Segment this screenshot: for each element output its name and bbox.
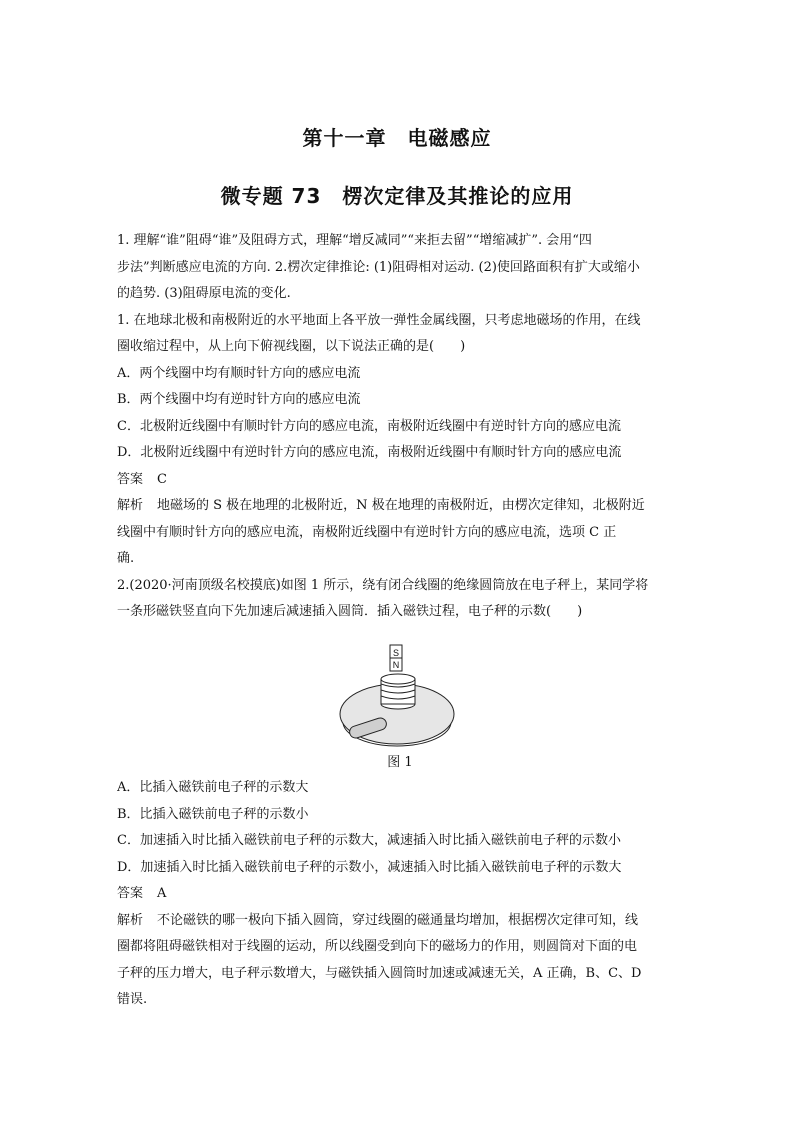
q1-analysis-line: 线圈中有顺时针方向的感应电流，南极附近线圈中有逆时针方向的感应电流，选项 C 正 [117, 524, 617, 540]
q2-option-b: B．比插入磁铁前电子秤的示数小 [117, 806, 309, 822]
q1-analysis-line [117, 493, 677, 520]
topic-title: 微专题 73 楞次定律及其推论的应用 [220, 184, 574, 208]
q1-analysis-line: 确. [117, 551, 135, 566]
intro-line: 步法”判断感应电流的方向. 2.楞次定律推论: (1)阻碍相对运动. (2)使回路面积有扩大或缩小 [117, 259, 640, 275]
q1-option-c: C．北极附近线圈中有顺时针方向的感应电流，南极附近线圈中有逆时针方向的感应电流 [117, 418, 621, 434]
magnet-scale-figure [330, 642, 465, 750]
main-content [117, 228, 677, 626]
answer-label: 答案 [117, 471, 144, 487]
q1-stem-line: 1. 在地球北极和南极附近的水平地面上各平放一弹性金属线圈，只考虑地磁场的作用，在线 [117, 312, 641, 328]
answer-label: 答案 [117, 886, 144, 901]
q2-analysis-line: 圈都将阻碍磁铁相对于线圈的运动，所以线圈受到向下的磁场力的作用，则圆筒对下面的电 [117, 939, 638, 954]
intro-line: 的趋势. (3)阻碍原电流的变化. [117, 286, 291, 301]
q2-analysis-line: 错误. [117, 992, 148, 1007]
analysis-label: 解析 [117, 498, 144, 513]
answer-value: C [157, 471, 167, 487]
magnet-pole-s: S [392, 648, 400, 658]
q2-analysis-line: 子秤的压力增大，电子秤示数增大，与磁铁插入圆筒时加速或减速无关，A 正确，B、C、D [117, 965, 642, 981]
q1-option-b: B．两个线圈中均有逆时针方向的感应电流 [117, 392, 361, 407]
q1-answer [117, 467, 677, 494]
magnet-pole-n: N [392, 660, 400, 670]
q2-answer [117, 881, 677, 908]
analysis-text: 不论磁铁的哪一极向下插入圆筒，穿过线圈的磁通量均增加，根据楞次定律可知，线 [157, 912, 639, 928]
q1-option-a: A．两个线圈中均有顺时针方向的感应电流 [117, 365, 361, 381]
q2-analysis-line [117, 908, 677, 935]
intro-line: 1. 理解“谁”阻碍“谁”及阻碍方式，理解“增反减同”“来拒去留”“增缩减扩”. 会用“四 [117, 233, 592, 248]
q2-option-a: A．比插入磁铁前电子秤的示数大 [117, 780, 309, 795]
cylinder-top [381, 674, 415, 684]
q1-stem-line: 圈收缩过程中，从上向下俯视线圈，以下说法正确的是( ) [117, 339, 466, 354]
analysis-label: 解析 [117, 912, 144, 928]
analysis-text: 地磁场的 S 极在地理的北极附近，N 极在地理的南极附近，由楞次定律知，北极附近 [157, 498, 645, 513]
chapter-title: 第十一章 电磁感应 [302, 126, 492, 150]
q2-content [117, 775, 677, 1014]
q1-option-d: D．北极附近线圈中有逆时针方向的感应电流，南极附近线圈中有顺时针方向的感应电流 [117, 445, 622, 460]
figure-caption: 图 1 [387, 755, 413, 770]
q2-option-d: D．加速插入时比插入磁铁前电子秤的示数小，减速插入时比插入磁铁前电子秤的示数大 [117, 859, 622, 875]
q2-stem-line: 一条形磁铁竖直向下先加速后减速插入圆筒．插入磁铁过程，电子秤的示数( ) [117, 604, 583, 619]
answer-value: A [157, 886, 167, 901]
q2-stem-line: 2.(2020·河南顶级名校摸底)如图 1 所示，绕有闭合线圈的绝缘圆筒放在电子秤上，某同学将 [117, 577, 649, 593]
q2-option-c: C．加速插入时比插入磁铁前电子秤的示数大，减速插入时比插入磁铁前电子秤的示数小 [117, 833, 621, 848]
